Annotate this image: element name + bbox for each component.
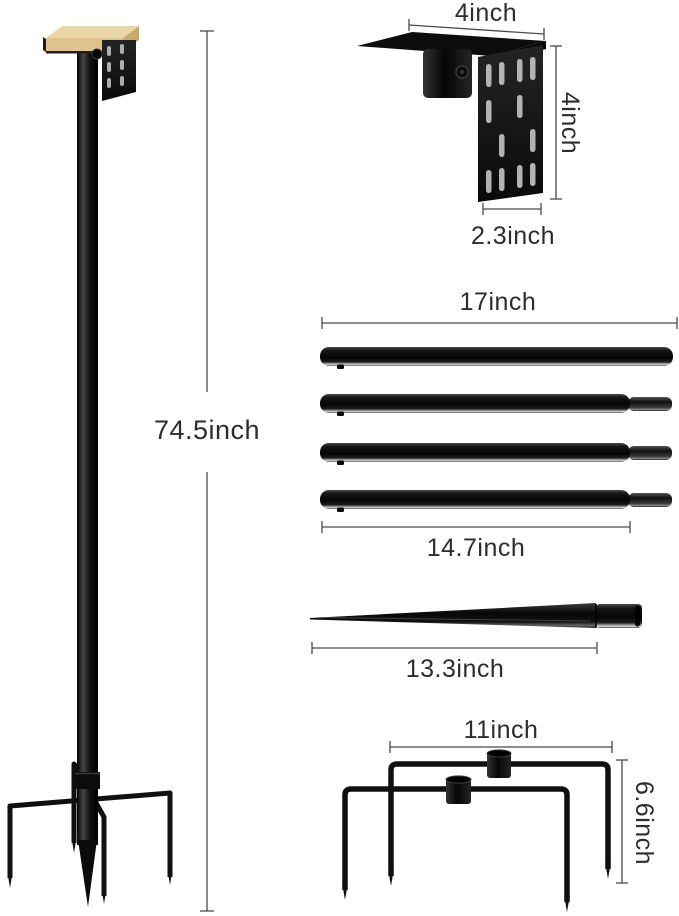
- label-pole-total-height: 74.5inch: [153, 415, 261, 445]
- tube-section-4: [320, 490, 672, 512]
- pole-tube-sections-illustration: [320, 347, 673, 512]
- dimension-line-tube-body: [322, 521, 630, 533]
- label-bracket-top-width: 4inch: [454, 0, 518, 27]
- dimension-line-stake: [312, 642, 597, 654]
- prong-tips: [342, 863, 611, 912]
- dimension-line-tube-full: [322, 317, 677, 329]
- label-ground-stake-length: 13.3inch: [405, 655, 505, 683]
- tube-section-3: [320, 443, 672, 465]
- base-collar-front: [446, 776, 471, 804]
- tube-section-2: [320, 394, 672, 416]
- assembled-pole-illustration: [7, 26, 172, 907]
- label-tube-full-length: 17inch: [459, 288, 537, 316]
- pole-joint-collar: [75, 772, 100, 789]
- bracket-bolt-knob: [92, 49, 102, 59]
- mounting-bracket-illustration: [357, 32, 546, 202]
- dimension-line-pole-height: [200, 31, 214, 911]
- dimension-line-bracket-plate: [483, 203, 541, 215]
- base-collar-back: [487, 750, 511, 778]
- label-bracket-side-height: 4inch: [556, 91, 584, 155]
- pole-bracket-plate: [92, 40, 136, 101]
- label-bracket-plate-width: 2.3inch: [470, 222, 556, 250]
- tube-section-1: [320, 347, 673, 369]
- pole-body: [77, 44, 98, 845]
- label-tube-body-length: 14.7inch: [426, 534, 526, 562]
- label-base-width: 11inch: [463, 716, 539, 744]
- prong-base-illustration: [342, 750, 611, 912]
- dimension-line-base-height: [616, 760, 628, 883]
- pole-ground-spike: [78, 840, 97, 907]
- label-base-prong-height: 6.6inch: [630, 780, 658, 866]
- ground-stake-illustration: [310, 603, 642, 628]
